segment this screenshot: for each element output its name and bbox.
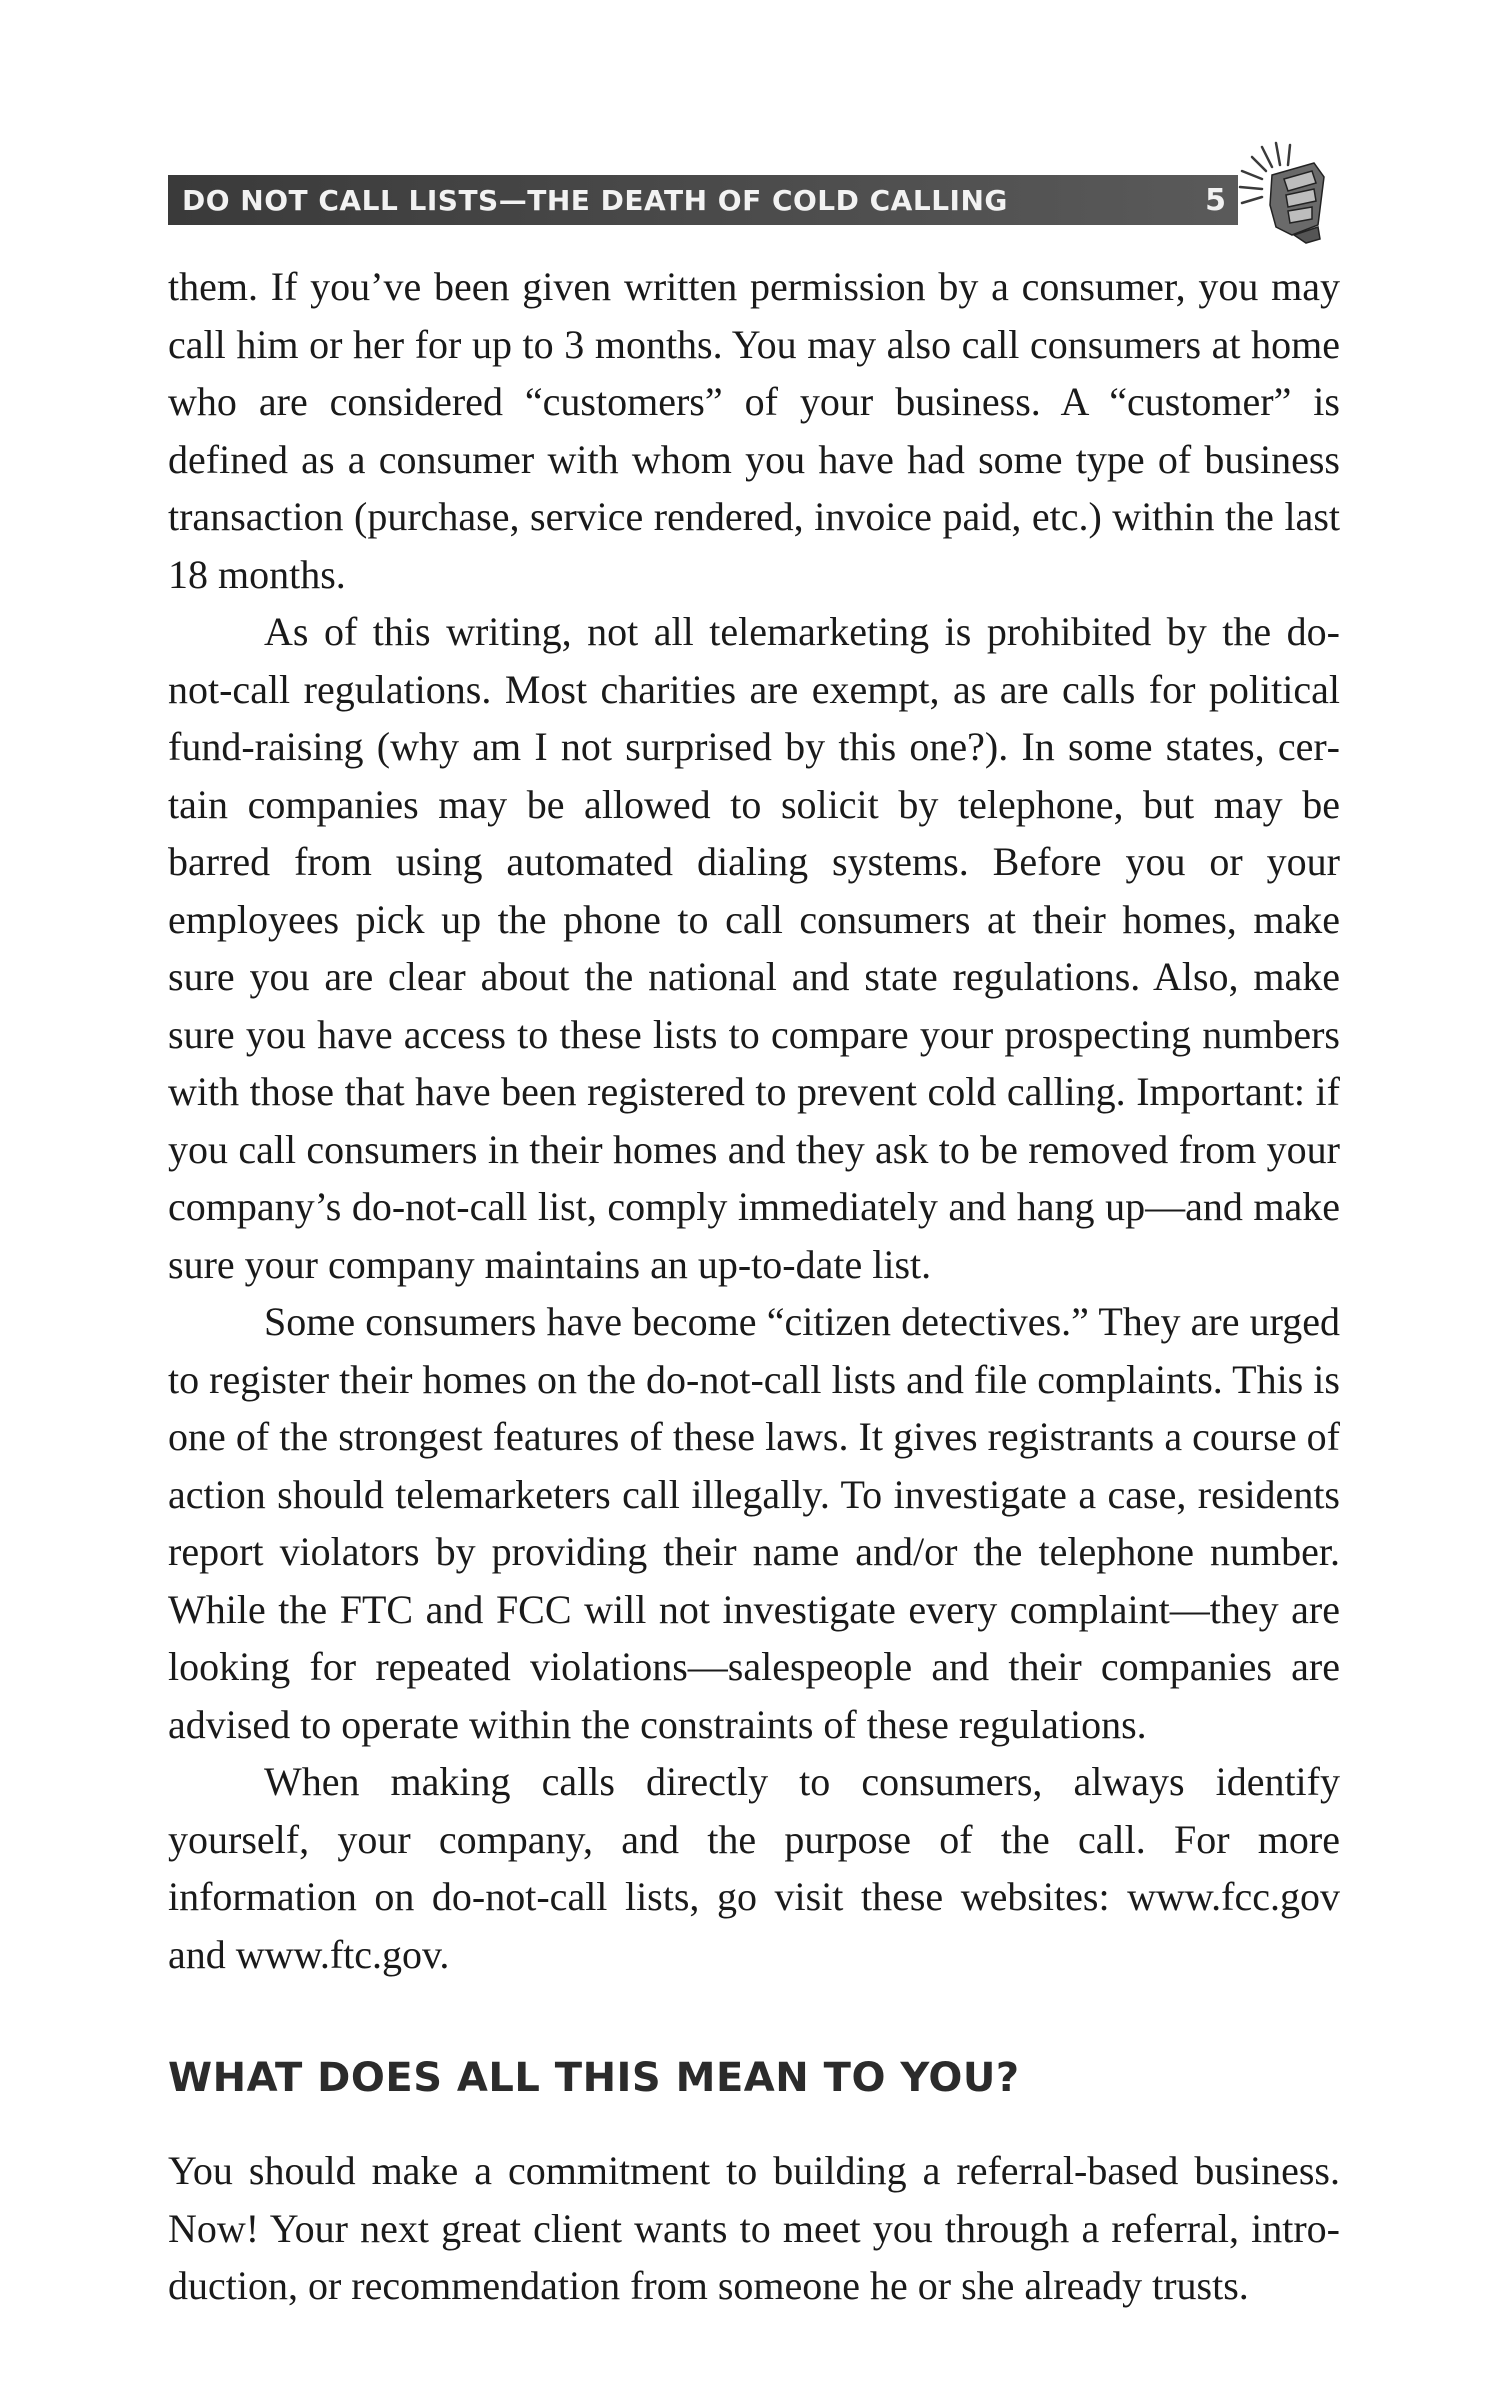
paragraph-4: When making calls directly to consumers, always identify yourself, your company, and the purpose of the call. For more information on do-not-call lists, go visit these websites: www.fcc.gov and www.ftc.gov.: [168, 1759, 1340, 1977]
running-title: DO NOT CALL LISTS—THE DEATH OF COLD CALLING: [182, 183, 1008, 217]
phone-ringing-money-icon: [1232, 135, 1342, 245]
section-paragraph: You should make a commitment to building a referral-based business. Now! Your next great client wants to meet you through a referral, introduction, or recommendation from someone he or she already trusts.: [168, 2148, 1340, 2308]
body-text: [168, 258, 1340, 1983]
section-heading: WHAT DOES ALL THIS MEAN TO YOU?: [168, 2055, 1020, 2101]
paragraph-3: Some consumers have become “citizen detectives.” They are urged to register their homes on the do-not-call lists and file complaints. This is one of the strongest features of these laws. It gives registrants a course of action should telemarketers call illegally. To investigate a case, residents report violators by providing their name and/or the telephone number. While the FTC and FCC will not investigate every complaint—they are looking for repeated violations—salespeople and their companies are advised to operate within the constraints of these regulations.: [168, 1299, 1340, 1747]
paragraph-1: them. If you’ve been given written permission by a consumer, you may call him or her for up to 3 months. You may also call consumers at home who are considered “customers” of your business. A “customer” is defined as a consumer with whom you have had some type of business transaction (purchase, service rendered, invoice paid, etc.) within the last 18 months.: [168, 264, 1340, 597]
running-header: [168, 175, 1238, 225]
paragraph-2: As of this writing, not all telemarketing is prohibited by the do-not-call regulations. Most charities are exempt, as are calls for political fund-raising (why am I not surprised by this one?). In some states, certain companies may be allowed to solicit by telephone, but may be barred from using automated dialing systems. Before you or your employees pick up the phone to call consumers at their homes, make sure you are clear about the national and state regulations. Also, make sure you have access to these lists to compare your prospecting numbers with those that have been registered to prevent cold calling. Important: if you call consumers in their homes and they ask to be removed from your company’s do-not-call list, comply immediately and hang up—and make sure your company maintains an up-to-date list.: [168, 609, 1340, 1287]
page-number: 5: [1205, 182, 1226, 218]
